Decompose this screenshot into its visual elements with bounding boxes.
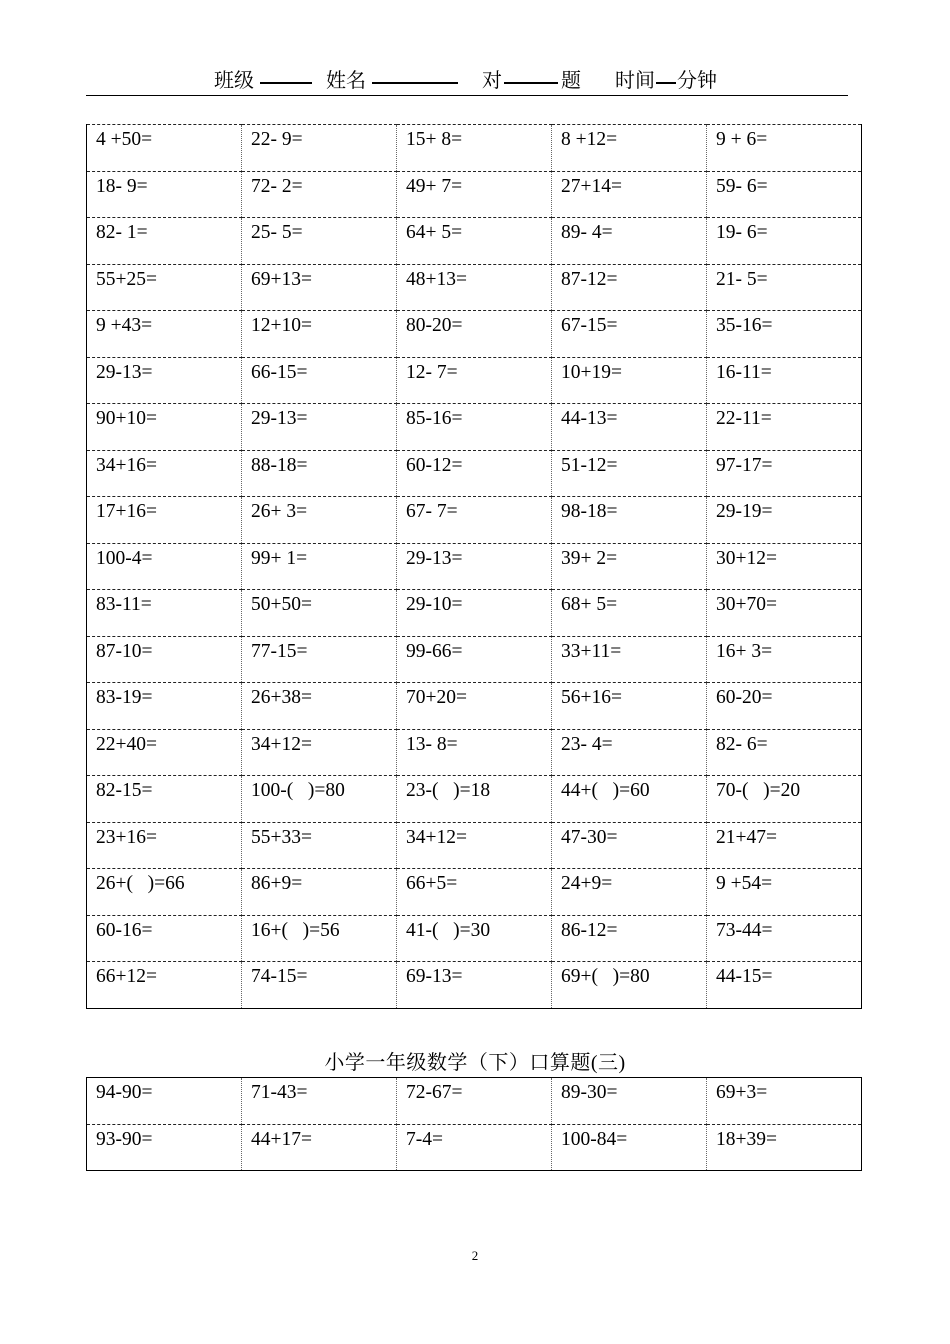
problem-cell[interactable]: 60-16= [87, 915, 242, 962]
time-label: 时间 [615, 70, 655, 92]
problem-cell[interactable]: 66+12= [87, 962, 242, 1009]
problem-cell[interactable]: 85-16= [397, 404, 552, 451]
page-number: 2 [471, 1248, 479, 1263]
problem-cell[interactable]: 74-15= [242, 962, 397, 1009]
arithmetic-grid [86, 124, 862, 1009]
problem-cell[interactable]: 44-13= [552, 404, 707, 451]
problem-cell[interactable]: 23- 4= [552, 729, 707, 776]
table-row [87, 404, 862, 451]
problem-cell[interactable]: 9 +54= [707, 869, 862, 916]
problem-cell[interactable]: 15+ 8= [397, 125, 552, 172]
problem-cell[interactable]: 34+16= [87, 450, 242, 497]
problem-cell[interactable]: 29-10= [397, 590, 552, 637]
name-label: 姓名 [326, 70, 366, 92]
problem-cell[interactable]: 71-43= [242, 1078, 397, 1125]
problem-cell[interactable]: 70-( )=20 [707, 776, 862, 823]
problem-cell[interactable]: 69-13= [397, 962, 552, 1009]
problem-cell[interactable]: 82- 6= [707, 729, 862, 776]
section-title: 小学一年级数学（下）口算题(三) [324, 1052, 626, 1074]
problem-cell[interactable]: 72-67= [397, 1078, 552, 1125]
table-row [87, 1078, 862, 1125]
problem-cell[interactable]: 93-90= [87, 1124, 242, 1171]
problem-cell[interactable]: 13- 8= [397, 729, 552, 776]
problem-cell[interactable]: 66-15= [242, 357, 397, 404]
table-row [87, 915, 862, 962]
table-row [87, 125, 862, 172]
problem-cell[interactable]: 64+ 5= [397, 218, 552, 265]
problem-cell[interactable]: 29-13= [87, 357, 242, 404]
problem-cell[interactable]: 94-90= [87, 1078, 242, 1125]
problem-cell[interactable]: 50+50= [242, 590, 397, 637]
problem-cell[interactable]: 44+( )=60 [552, 776, 707, 823]
problem-cell[interactable]: 44-15= [707, 962, 862, 1009]
problem-cell[interactable]: 99+ 1= [242, 543, 397, 590]
problem-cell[interactable]: 35-16= [707, 311, 862, 358]
problem-cell[interactable]: 55+33= [242, 822, 397, 869]
problem-cell[interactable]: 77-15= [242, 636, 397, 683]
problem-cell[interactable]: 12+10= [242, 311, 397, 358]
problem-cell[interactable]: 22-11= [707, 404, 862, 451]
problem-cell[interactable]: 100-4= [87, 543, 242, 590]
problem-cell[interactable]: 23+16= [87, 822, 242, 869]
problem-cell[interactable]: 68+ 5= [552, 590, 707, 637]
problem-cell[interactable]: 41-( )=30 [397, 915, 552, 962]
problem-cell[interactable]: 9 + 6= [707, 125, 862, 172]
correct-label: 对 [482, 70, 502, 92]
table-row [87, 776, 862, 823]
problem-cell[interactable]: 44+17= [242, 1124, 397, 1171]
table-row [87, 357, 862, 404]
problem-cell[interactable]: 89-30= [552, 1078, 707, 1125]
problem-cell[interactable]: 22+40= [87, 729, 242, 776]
problem-cell[interactable]: 86+9= [242, 869, 397, 916]
problem-cell[interactable]: 70+20= [397, 683, 552, 730]
header-rule [86, 95, 848, 96]
problem-cell[interactable]: 29-13= [397, 543, 552, 590]
problem-cell[interactable]: 73-44= [707, 915, 862, 962]
problem-cell[interactable]: 30+70= [707, 590, 862, 637]
problem-cell[interactable]: 8 +12= [552, 125, 707, 172]
problem-cell[interactable]: 39+ 2= [552, 543, 707, 590]
table-row [87, 822, 862, 869]
table-row [87, 636, 862, 683]
table-row [87, 729, 862, 776]
problem-cell[interactable]: 29-19= [707, 497, 862, 544]
minutes-label: 分钟 [677, 70, 717, 92]
problem-cell[interactable]: 83-11= [87, 590, 242, 637]
problem-cell[interactable]: 29-13= [242, 404, 397, 451]
problem-cell[interactable]: 33+11= [552, 636, 707, 683]
table-row [87, 962, 862, 1009]
problem-cell[interactable]: 48+13= [397, 264, 552, 311]
table-row [87, 450, 862, 497]
problem-cell[interactable]: 16+ 3= [707, 636, 862, 683]
problem-cell[interactable]: 98-18= [552, 497, 707, 544]
table-row [87, 869, 862, 916]
problem-cell[interactable]: 89- 4= [552, 218, 707, 265]
questions-label: 题 [561, 70, 581, 92]
table-row [87, 171, 862, 218]
problem-cell[interactable]: 16-11= [707, 357, 862, 404]
problem-cell[interactable]: 69+13= [242, 264, 397, 311]
problem-cell[interactable]: 86-12= [552, 915, 707, 962]
table-row [87, 311, 862, 358]
problem-cell[interactable]: 30+12= [707, 543, 862, 590]
problem-cell[interactable]: 87-12= [552, 264, 707, 311]
table-row [87, 264, 862, 311]
problem-cell[interactable]: 34+12= [242, 729, 397, 776]
problem-cell[interactable]: 67-15= [552, 311, 707, 358]
table-row [87, 543, 862, 590]
problem-cell[interactable]: 69+( )=80 [552, 962, 707, 1009]
problem-cell[interactable]: 55+25= [87, 264, 242, 311]
problem-cell[interactable]: 22- 9= [242, 125, 397, 172]
problem-cell[interactable]: 60-20= [707, 683, 862, 730]
problem-cell[interactable]: 24+9= [552, 869, 707, 916]
problem-cell[interactable]: 66+5= [397, 869, 552, 916]
problem-cell[interactable]: 82-15= [87, 776, 242, 823]
problem-cell[interactable]: 27+14= [552, 171, 707, 218]
problem-cell[interactable]: 49+ 7= [397, 171, 552, 218]
table-row [87, 497, 862, 544]
table-row [87, 683, 862, 730]
problem-cell[interactable]: 19- 6= [707, 218, 862, 265]
problem-cell[interactable]: 16+( )=56 [242, 915, 397, 962]
problem-cell[interactable]: 80-20= [397, 311, 552, 358]
problem-cell[interactable]: 9 +43= [87, 311, 242, 358]
problem-cell[interactable]: 67- 7= [397, 497, 552, 544]
problem-cell[interactable]: 10+19= [552, 357, 707, 404]
problem-cell[interactable]: 7-4= [397, 1124, 552, 1171]
problem-cell[interactable]: 82- 1= [87, 218, 242, 265]
table-row [87, 1124, 862, 1171]
problem-cell[interactable]: 21+47= [707, 822, 862, 869]
problem-cell[interactable]: 56+16= [552, 683, 707, 730]
problem-cell[interactable]: 97-17= [707, 450, 862, 497]
problem-cell[interactable]: 18+39= [707, 1124, 862, 1171]
problem-cell[interactable]: 34+12= [397, 822, 552, 869]
problem-cell[interactable]: 60-12= [397, 450, 552, 497]
worksheet-header [0, 64, 950, 94]
problem-cell[interactable]: 4 +50= [87, 125, 242, 172]
problem-cell[interactable]: 87-10= [87, 636, 242, 683]
problem-cell[interactable]: 69+3= [707, 1078, 862, 1125]
problem-cell[interactable]: 26+ 3= [242, 497, 397, 544]
problem-cell[interactable]: 100-( )=80 [242, 776, 397, 823]
problem-cell[interactable]: 88-18= [242, 450, 397, 497]
problem-cell[interactable]: 12- 7= [397, 357, 552, 404]
problem-cell[interactable]: 90+10= [87, 404, 242, 451]
class-label: 班级 [214, 70, 254, 92]
problem-cell[interactable]: 21- 5= [707, 264, 862, 311]
table-row [87, 590, 862, 637]
problem-cell[interactable]: 26+( )=66 [87, 869, 242, 916]
problem-cell[interactable]: 100-84= [552, 1124, 707, 1171]
problem-cell[interactable]: 17+16= [87, 497, 242, 544]
problem-cell[interactable]: 26+38= [242, 683, 397, 730]
arithmetic-grid-section-3 [86, 1077, 862, 1171]
problem-cell[interactable]: 51-12= [552, 450, 707, 497]
table-row [87, 218, 862, 265]
problem-cell[interactable]: 18- 9= [87, 171, 242, 218]
problem-cell[interactable]: 59- 6= [707, 171, 862, 218]
problem-cell[interactable]: 83-19= [87, 683, 242, 730]
problem-cell[interactable]: 23-( )=18 [397, 776, 552, 823]
problem-cell[interactable]: 25- 5= [242, 218, 397, 265]
problem-cell[interactable]: 47-30= [552, 822, 707, 869]
problem-cell[interactable]: 72- 2= [242, 171, 397, 218]
problem-cell[interactable]: 99-66= [397, 636, 552, 683]
